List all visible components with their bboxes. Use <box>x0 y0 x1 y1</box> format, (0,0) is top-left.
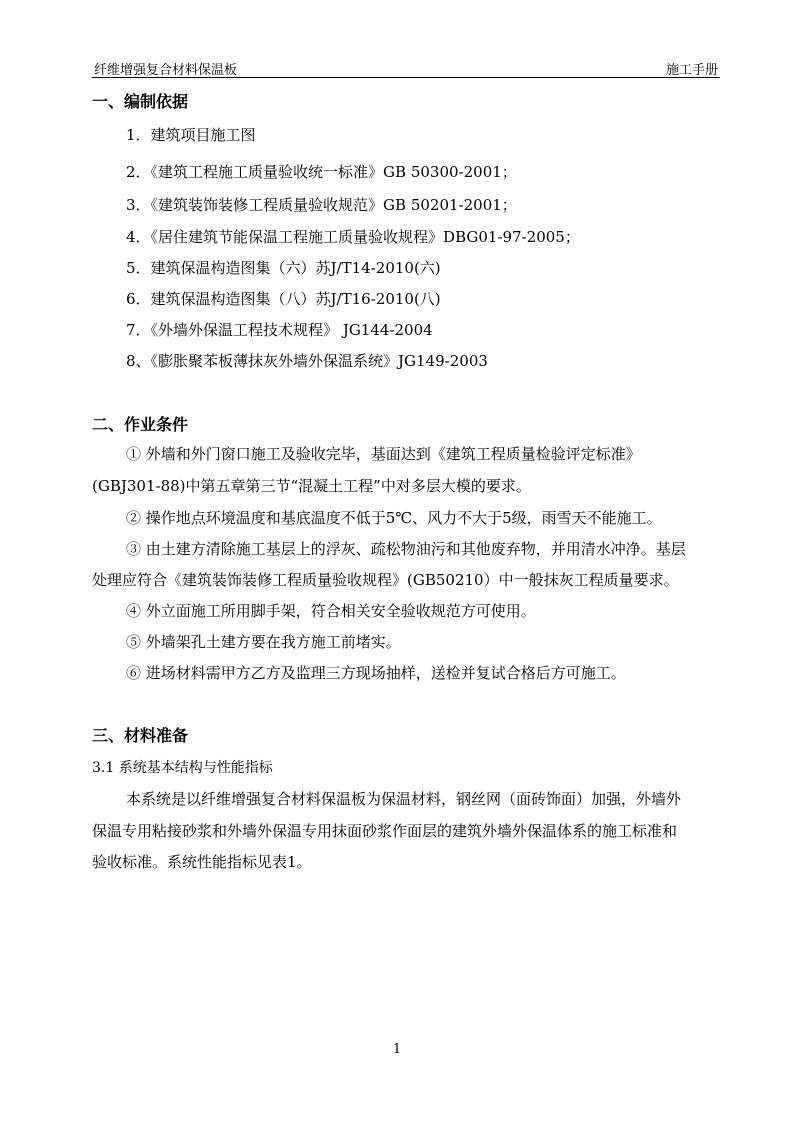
condition-line: ⑤ 外墙架孔土建方要在我方施工前堵实。 <box>126 633 401 651</box>
condition-line: ④ 外立面施工所用脚手架，符合相关安全验收规范方可使用。 <box>126 602 536 620</box>
list-item: 6．建筑保温构造图集（八）苏J/T16-2010(八) <box>126 290 441 308</box>
condition-line: 处理应符合《建筑装饰装修工程质量验收规程》(GB50210）中一般抹灰工程质量要求。 <box>92 571 679 589</box>
header-title: 纤维增强复合材料保温板 <box>94 63 238 78</box>
section3-subtitle: 3.1 系统基本结构与性能指标 <box>92 760 273 776</box>
section1-heading: 一、编制依据 <box>92 92 189 111</box>
condition-line: ② 操作地点环境温度和基底温度不低于5℃、风力不大于5级，雨雪天不能施工。 <box>126 509 662 527</box>
list-item: 3．《建筑装饰装修工程质量验收规范》GB 50201-2001； <box>126 196 517 214</box>
condition-line: (GBJ301-88)中第五章第三节“混凝土工程”中对多层大模的要求。 <box>92 477 531 495</box>
header-manual-label: 施工手册 <box>665 63 718 78</box>
section3-heading: 三、材料准备 <box>92 726 189 745</box>
condition-line: ③ 由土建方清除施工基层上的浮灰、疏松物油污和其他废弃物，并用清水冲净。基层 <box>126 540 686 558</box>
list-item: 8、《膨胀聚苯板薄抹灰外墙外保温系统》JG149-2003 <box>126 352 488 370</box>
section2-heading: 二、作业条件 <box>92 415 189 434</box>
list-item: 4．《居住建筑节能保温工程施工质量验收规程》DBG01-97-2005； <box>126 228 580 246</box>
condition-line: ⑥ 进场材料需甲方乙方及监理三方现场抽样，送检并复试合格后方可施工。 <box>126 664 626 682</box>
list-item: 2．《建筑工程施工质量验收统一标准》GB 50300-2001； <box>126 163 517 181</box>
condition-line: ① 外墙和外门窗口施工及验收完毕，基面达到《建筑工程质量检验评定标准》 <box>126 445 641 463</box>
paragraph-line: 验收标准。系统性能指标见表1。 <box>92 853 312 871</box>
list-item: 5．建筑保温构造图集（六）苏J/T14-2010(六) <box>126 259 441 277</box>
paragraph-line: 本系统是以纤维增强复合材料保温板为保温材料，钢丝网（面砖饰面）加强，外墙外 <box>126 790 682 808</box>
list-item: 7．《外墙外保温工程技术规程》 JG144-2004 <box>126 321 433 339</box>
paragraph-line: 保温专用粘接砂浆和外墙外保温专用抹面砂浆作面层的建筑外墙外保温体系的施工标准和 <box>92 822 678 840</box>
page-number: 1 <box>392 1042 402 1057</box>
list-item: 1．建筑项目施工图 <box>126 126 256 144</box>
page-header <box>92 57 720 78</box>
